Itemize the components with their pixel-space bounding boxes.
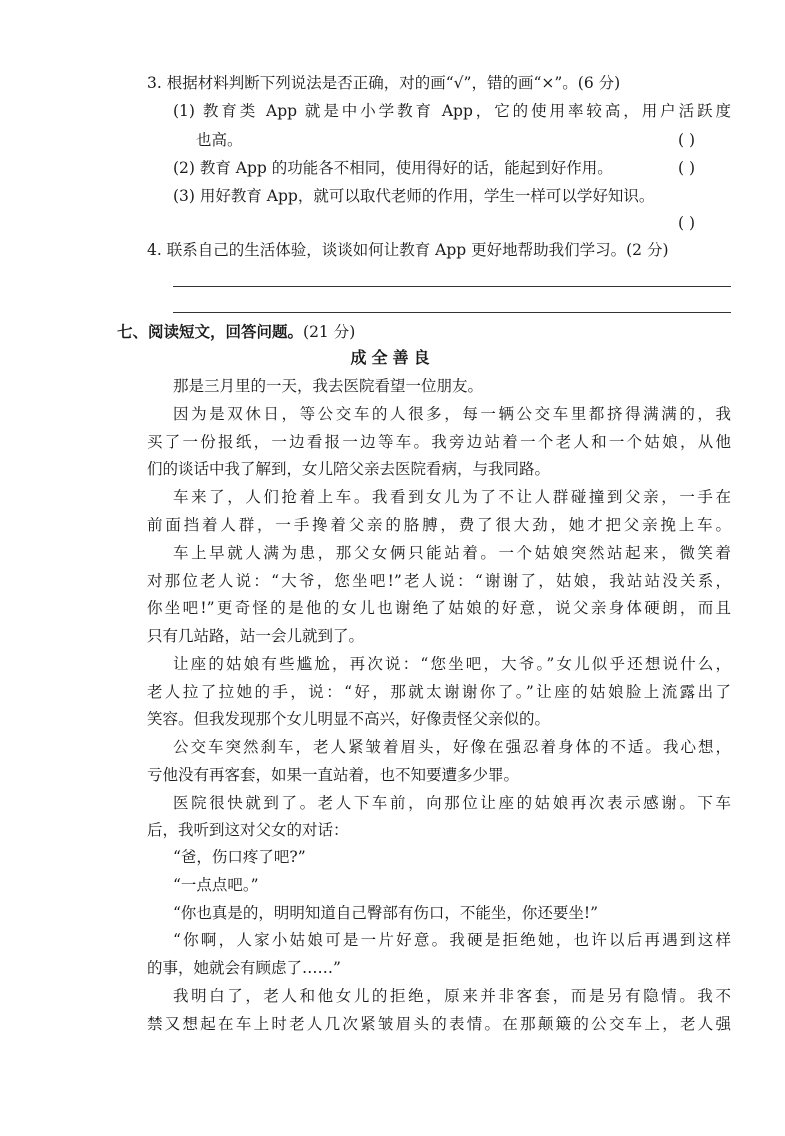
- answer-blank[interactable]: ( ): [678, 214, 696, 232]
- answer-blank[interactable]: ( ): [678, 131, 696, 149]
- answer-line[interactable]: [173, 286, 731, 287]
- exam-page: 3. 根据材料判断下列说法是否正确，对的画“√”，错的画“×”。(6 分) (1) 教育类 App 就是中小学教育 App，它的使用率较高，用户活跃度 也高。 ( ) (2) 教育 App 的功能各不相同，使用得好的话，能起到好作用。 ( ) (3) 用好教育 App，就可以取代老师的作用，学生一样可以学好知识。 ( ) 4. 联系自己的生活体验，谈谈如何让教育 App 更好地帮助我们学习。(2 分) 七、阅读短文，回答问题。(21 分) 成全善良 那是三月里的一天，我去医院看望一位朋友。 因为是双休日，等公交车的人很多，每一辆公交车里都挤得满满的，我 买了一份报纸，一边看报一边等车。我旁边站着一个老人和一个姑娘，从他 们的谈话中我了解到，女儿陪父亲去医院看病，与我同路。 车来了，人们抢着上车。我看到女儿为了不让人群碰撞到父亲，一手在 前面挡着人群，一手搀着父亲的胳膊，费了很大劲，她才把父亲挽上车。 车上早就人满为患，那父女俩只能站着。一个姑娘突然站起来，微笑着 对那位老人说：“大爷，您坐吧!”老人说：“谢谢了，姑娘，我站站没关系， 你坐吧!”更奇怪的是他的女儿也谢绝了姑娘的好意，说父亲身体硬朗，而且 只有几站路，站一会儿就到了。 让座的姑娘有些尴尬，再次说：“您坐吧，大爷。”女儿似乎还想说什么， 老人拉了拉她的手，说：“好，那就太谢谢你了。”让座的姑娘脸上流露出了 笑容。但我发现那个女儿明显不高兴，好像责怪父亲似的。 公交车突然刹车，老人紧皱着眉头，好像在强忍着身体的不适。我心想， 亏他没有再客套，如果一直站着，也不知要遭多少罪。 医院很快就到了。老人下车前，向那位让座的姑娘再次表示感谢。下车 后，我听到这对父女的对话： “爸，伤口疼了吧?” “一点点吧。” “你也真是的，明明知道自己臀部有伤口，不能坐，你还要坐!” “你啊，人家小姑娘可是一片好意。我硬是拒绝她，也许以后再遇到这样 的事，她就会有顾虑了……” 我明白了，老人和他女儿的拒绝，原来并非客套，而是另有隐情。我不 禁又想起在车上时老人几次紧皱眉头的表情。在那颠簸的公交车上，老人强: [0, 0, 785, 1136]
- story-title: 成全善良: [350, 348, 435, 367]
- answer-blank[interactable]: ( ): [678, 159, 696, 177]
- answer-line[interactable]: [173, 312, 731, 313]
